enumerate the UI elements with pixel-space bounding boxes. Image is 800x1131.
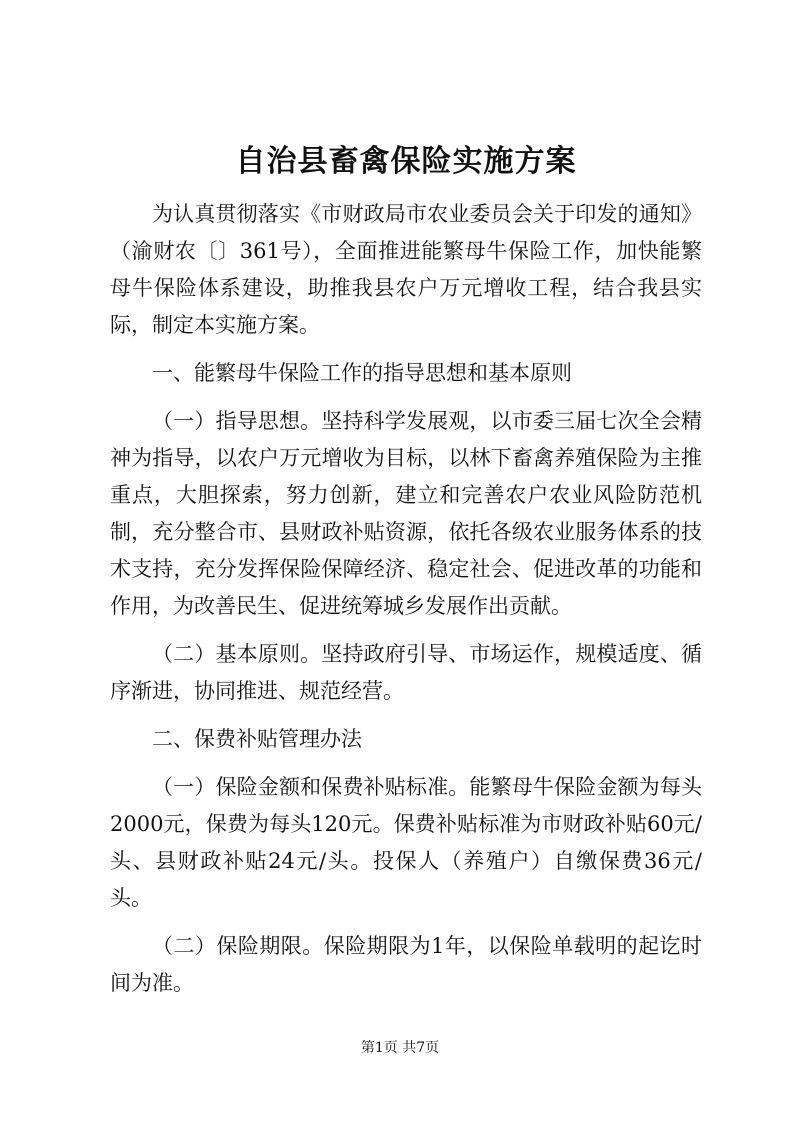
page-indicator: 第1页 共7页 <box>360 1040 440 1056</box>
document-title: 自治县畜禽保险实施方案 <box>235 144 577 179</box>
intro-paragraph: 为认真贯彻落实《市财政局市农业委员会关于印发的通知》（渝财农〔〕361号），全面推进能繁母牛保险工作，加快能繁母牛保险体系建设，助推我县农户万元增收工程，结合我县实际，制定本实施方案。 <box>110 202 702 337</box>
paragraph-subsidy-standard: （一）保险金额和保费补贴标准。能繁母牛保险金额为每头2000元，保费为每头120元。保费补贴标准为市财政补贴60元/头、县财政补贴24元/头。投保人（养殖户）自缴保费36元/头。 <box>110 775 702 910</box>
paragraph-insurance-period: （二）保险期限。保险期限为1年，以保险单载明的起讫时间为准。 <box>110 934 702 995</box>
paragraph-guiding-ideology: （一）指导思想。坚持科学发展观，以市委三届七次全会精神为指导，以农户万元增收为目标，以林下畜禽养殖保险为主推重点，大胆探索，努力创新，建立和完善农户农业风险防范机制，充分整合市、县财政补贴资源，依托各级农业服务体系的技术支持，充分发挥保险保障经济、稳定社会、促进改革的功能和作用，为改善民生、促进统筹城乡发展作出贡献。 <box>110 409 702 618</box>
section-heading-2: 二、保费补贴管理办法 <box>152 727 362 751</box>
section-heading-1: 一、能繁母牛保险工作的指导思想和基本原则 <box>152 361 572 385</box>
paragraph-basic-principles: （二）基本原则。坚持政府引导、市场运作，规模适度、循序渐进，协同推进、规范经营。 <box>110 642 702 703</box>
